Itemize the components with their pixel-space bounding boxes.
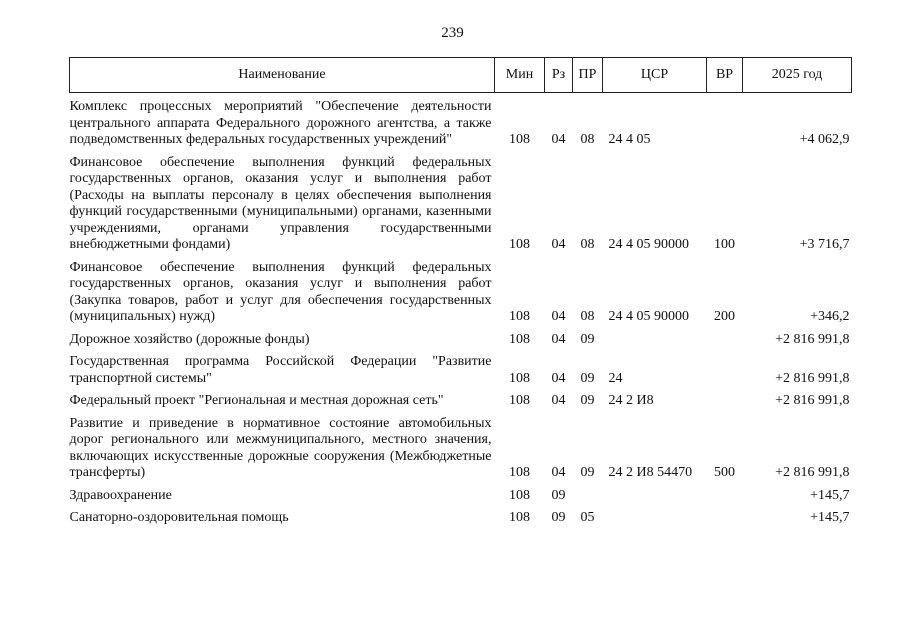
- row-min: 108: [509, 487, 530, 503]
- row-min: 108: [509, 132, 530, 147]
- row-vr: 100: [714, 237, 735, 252]
- table-row: [70, 488, 852, 505]
- row-vr: [707, 510, 743, 527]
- row-csr: [603, 510, 707, 527]
- row-csr: 24: [608, 370, 623, 386]
- row-pr: 05: [580, 510, 595, 525]
- row-rz: 04: [551, 132, 566, 147]
- row-name: Федеральный проект "Региональная и местная дорожная сеть": [69, 393, 444, 408]
- row-vr: [707, 393, 743, 410]
- row-min: 108: [509, 370, 530, 386]
- row-rz: 04: [551, 465, 566, 480]
- table-row: [70, 332, 852, 349]
- row-rz: 04: [551, 331, 566, 347]
- page-number: 239: [441, 25, 464, 41]
- row-vr: [707, 99, 743, 149]
- row-csr: 24 2 И8 54470: [608, 465, 693, 480]
- row-amount: +2 816 991,8: [775, 331, 850, 347]
- row-pr: 09: [580, 393, 595, 408]
- row-min: 108: [509, 465, 530, 480]
- row-vr: [707, 332, 743, 349]
- row-name: Санаторно-оздоровительная помощь: [69, 510, 289, 525]
- row-pr: 09: [580, 331, 595, 347]
- row-csr: [603, 488, 707, 505]
- row-vr: 500: [714, 465, 735, 480]
- row-csr: 24 4 05 90000: [608, 237, 689, 252]
- row-vr: 200: [714, 309, 735, 324]
- row-name: Финансовое обеспечение выполнения функций федеральных государственных органов, оказания услуг и выполнения работ (Закупка товаров, работ и услуг для обеспечения государственных (муниципальных) нужд): [69, 259, 492, 324]
- row-amount: +4 062,9: [799, 132, 850, 147]
- row-vr: [707, 488, 743, 505]
- table-row: [70, 510, 852, 527]
- row-csr: 24 2 И8: [608, 393, 654, 408]
- table-row: [70, 416, 852, 482]
- row-name: Здравоохранение: [69, 487, 172, 503]
- row-min: 108: [509, 393, 530, 408]
- row-pr: 08: [580, 237, 595, 252]
- header-pr: ПР: [573, 58, 603, 93]
- header-year: 2025 год: [743, 58, 852, 93]
- row-csr: 24 4 05 90000: [608, 309, 689, 324]
- budget-table: [69, 57, 852, 527]
- row-rz: 09: [551, 487, 566, 503]
- row-amount: +145,7: [810, 510, 850, 525]
- row-rz: 09: [551, 510, 566, 525]
- header-name: Наименование: [70, 58, 495, 93]
- row-name: Финансовое обеспечение выполнения функций федеральных государственных органов, оказания услуг и выполнения работ (Расходы на выплаты персоналу в целях обеспечения выполнения функций государственными (муниципальными) органами, казенными учреждениями, органами управления государственными внебюджетными фондами): [69, 154, 492, 252]
- row-amount: +2 816 991,8: [775, 370, 850, 386]
- row-name: Развитие и приведение в нормативное состояние автомобильных дорог регионального или межмуниципального, местного значения, включающих искусственные дорожные сооружения (Межбюджетные трансферты): [69, 415, 492, 480]
- table-header: [70, 58, 852, 93]
- row-pr: [573, 488, 603, 505]
- header-vr: ВР: [707, 58, 743, 93]
- table-row: [70, 155, 852, 254]
- row-min: 108: [509, 510, 530, 525]
- row-amount: +2 816 991,8: [775, 393, 850, 408]
- row-min: 108: [509, 331, 530, 347]
- row-rz: 04: [551, 309, 566, 324]
- row-pr: 08: [580, 132, 595, 147]
- header-csr: ЦСР: [603, 58, 707, 93]
- row-pr: 09: [580, 370, 595, 386]
- row-amount: +3 716,7: [799, 237, 850, 252]
- row-csr: 24 4 05: [608, 132, 651, 147]
- row-rz: 04: [551, 237, 566, 252]
- row-min: 108: [509, 309, 530, 324]
- row-rz: 04: [551, 393, 566, 408]
- table-row: [70, 354, 852, 387]
- row-vr: [707, 354, 743, 387]
- table-row: [70, 393, 852, 410]
- row-min: 108: [509, 237, 530, 252]
- row-amount: +346,2: [810, 309, 850, 324]
- header-min: Мин: [495, 58, 545, 93]
- row-amount: +2 816 991,8: [775, 465, 850, 480]
- row-rz: 04: [551, 370, 566, 386]
- row-name: Комплекс процессных мероприятий "Обеспечение деятельности центрального аппарата Федерального дорожного агентства, а также подведомственных федеральных государственных учреждений": [69, 99, 492, 147]
- row-csr: [603, 332, 707, 349]
- header-rz: Рз: [545, 58, 573, 93]
- row-amount: +145,7: [810, 487, 850, 503]
- row-pr: 09: [580, 465, 595, 480]
- table-row: [70, 99, 852, 149]
- row-name: Дорожное хозяйство (дорожные фонды): [69, 331, 310, 347]
- table-row: [70, 260, 852, 326]
- row-pr: 08: [580, 309, 595, 324]
- row-name: Государственная программа Российской Федерации "Развитие транспортной системы": [69, 354, 492, 386]
